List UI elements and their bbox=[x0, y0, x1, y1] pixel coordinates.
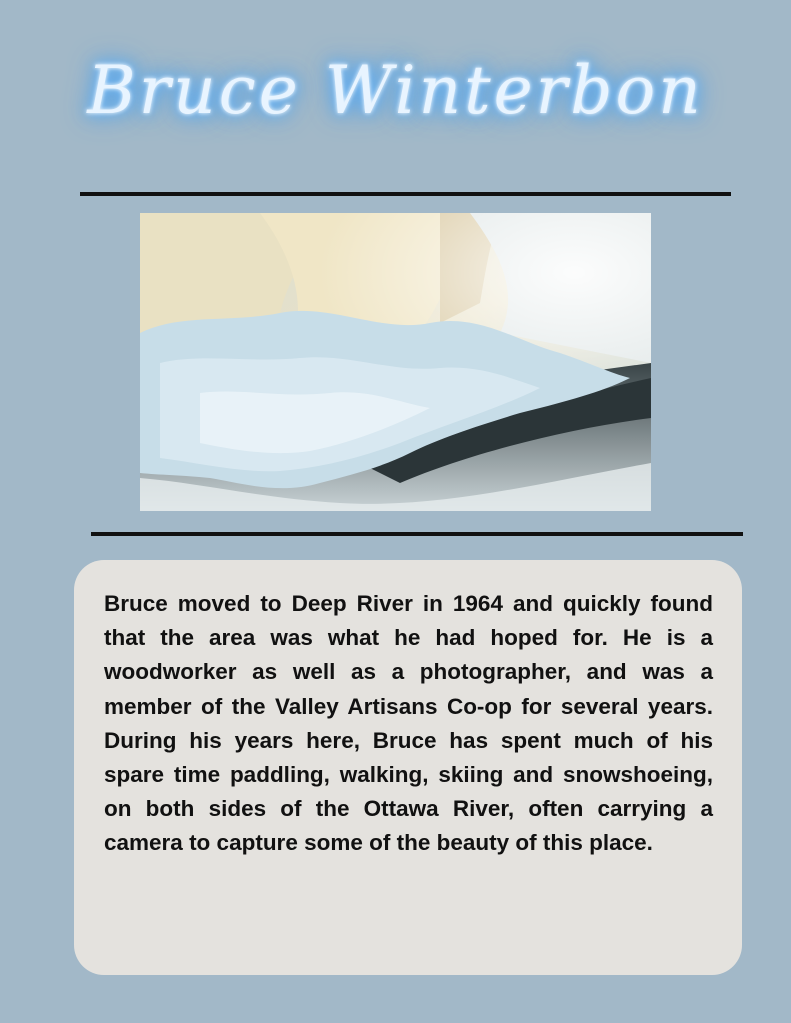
bottom-divider bbox=[91, 532, 743, 536]
top-divider bbox=[80, 192, 731, 196]
ice-photo bbox=[140, 213, 651, 511]
bio-text: Bruce moved to Deep River in 1964 and quickly found that the area was what he had hoped for. He is a woodworker as well as a photographer, and was a member of the Valley Artisans Co-op for several years. During his years here, Bruce has spent much of his spare time paddling, walking, skiing and snowshoeing, on both sides of the Ottawa River, often carrying a camera to capture some of the beauty of this place. bbox=[104, 591, 713, 856]
page-title: Bruce Winterbon bbox=[87, 52, 704, 129]
